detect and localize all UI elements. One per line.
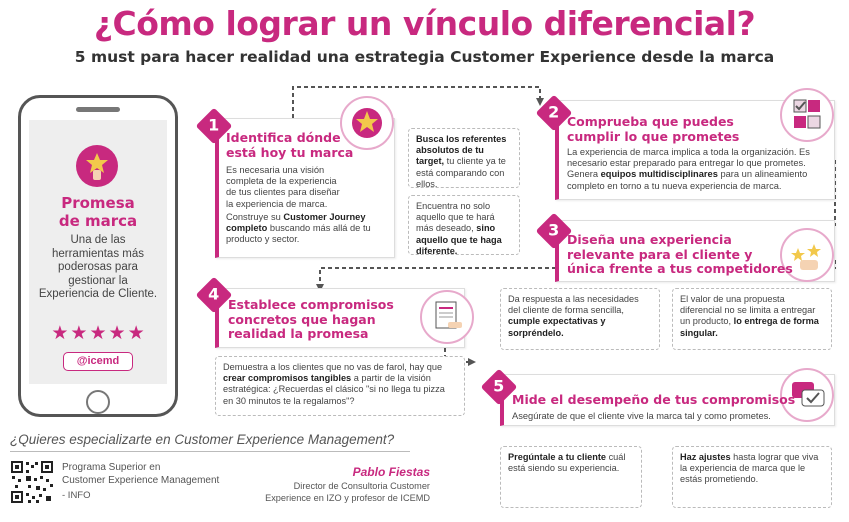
- step-4-number: 4: [208, 284, 220, 304]
- phone-illustration: [18, 95, 178, 417]
- step-1-title-line2: está hoy tu marca: [226, 144, 354, 160]
- step-2-number: 2: [548, 102, 560, 122]
- note-3a-text: Da respuesta a las necesidades del cliente de forma sencilla,: [508, 294, 639, 316]
- step-2-title-line2: cumplir lo que prometes: [567, 128, 740, 144]
- program-name[interactable]: [62, 462, 219, 487]
- note-1b-text: Encuentra no solo aquello que te hará más deseado,: [416, 201, 495, 234]
- star-icon: ★: [89, 323, 107, 344]
- page-title: ¿Cómo lograr un vínculo diferencial?: [93, 4, 756, 43]
- step-1-note-b: [408, 195, 520, 255]
- note-3b-text: El valor de una propuesta diferencial no se limita a entregar un producto,: [680, 294, 816, 327]
- step-3-note-a: [500, 288, 660, 350]
- note-1b-bold: sino aquello que te haga diferente.: [416, 223, 502, 256]
- author-role-line1: Director de Consultoria Customer: [293, 481, 430, 491]
- page-subtitle: 5 must para hacer realidad una estrategia Customer Experience desde la marca: [74, 48, 775, 66]
- note-4a-text-c: a partir de la visión estratégica: ¿Recuerdas el clásico "si no llega tu pizza en 30 minutos te la regalamos"?: [223, 373, 445, 406]
- promise-title: [29, 194, 167, 230]
- step-1-number: 1: [208, 115, 220, 135]
- step-5-number: 5: [493, 376, 505, 396]
- phone-screen: [29, 120, 167, 384]
- rating-stars: [29, 322, 167, 345]
- step-3-title-line1: Diseña una experiencia: [567, 232, 732, 247]
- step-1-title-line1: Identifica dónde: [226, 130, 341, 145]
- note-3b-bold: lo entrega de forma singular.: [680, 316, 819, 338]
- note-4a-bold: crear compromisos tangibles: [223, 373, 352, 384]
- promise-title-line2: de marca: [58, 212, 138, 230]
- step-2-title-line1: Comprueba que puedes: [567, 114, 734, 129]
- star-icon: ★: [70, 323, 88, 344]
- phone-speaker: [76, 107, 120, 112]
- note-5a-text: cuál está siendo su experiencia.: [508, 452, 626, 474]
- step-4-title-line1: Establece compromisos: [228, 297, 394, 312]
- step-3-title-line3: única frente a tus competidores: [567, 261, 793, 276]
- program-line1: Programa Superior en: [62, 462, 161, 473]
- author-role-line2: Experience en IZO y profesor de ICEMD: [265, 492, 430, 503]
- step-4-title-line2: concretos que hagan: [228, 311, 376, 327]
- step-3-title-line2: relevante para el cliente y: [567, 246, 753, 262]
- checklist-icon: [780, 88, 834, 142]
- step-1-text-b1: Construye su: [226, 212, 284, 222]
- note-1a-bold: Busca los referentes absolutos de tu target,: [416, 134, 507, 167]
- promise-title-line1: Promesa: [61, 194, 135, 212]
- step-5-text: Asegúrate de que el cliente vive la marca tal y como prometes.: [512, 411, 771, 421]
- step-1-text-b: [226, 212, 376, 246]
- step-2-text-a: La experiencia de marca implica a toda la organización. Es necesario estar preparado para entregar lo que prometes. Genera: [567, 147, 810, 180]
- step-4-title-line3: realidad la promesa: [228, 326, 369, 341]
- note-1a-text: tu cliente ya te está comparando con ellos.: [416, 156, 506, 189]
- author-role: [230, 481, 430, 504]
- info-link[interactable]: - INFO: [62, 490, 91, 501]
- step-1-note-a: [408, 128, 520, 188]
- hand-star-icon: [76, 145, 118, 187]
- step-5-note-b: [672, 446, 832, 508]
- promise-description: Una de las herramientas más poderosas para gestionar la Experiencia de Cliente.: [38, 234, 158, 300]
- step-2-text-b: equipos multidisciplinares: [600, 169, 718, 180]
- step-3-title: [567, 233, 793, 277]
- program-line2: Customer Experience Management: [62, 474, 220, 486]
- note-3a-bold: cumple expectativas y sorpréndelo.: [508, 316, 606, 338]
- document-pen-icon: [420, 290, 474, 344]
- step-4-note: [215, 356, 465, 416]
- step-1-text-b3: buscando más allá de tu producto y sector.: [226, 223, 371, 245]
- step-1-text-a: Es necesaria una visión completa de la experiencia de tus clientes para diseñar la experiencia de marca.: [226, 165, 340, 209]
- step-1-text-b2: Customer Journey completo: [226, 212, 366, 234]
- qr-code-icon[interactable]: [10, 460, 54, 504]
- star-icon: ★: [51, 323, 69, 344]
- step-3-number: 3: [548, 220, 560, 240]
- step-2-text-c: para un alineamiento completo en torno a tu nueva experiencia de marca.: [567, 169, 808, 191]
- step-5-title: Mide el desempeño de tus compromisos: [512, 392, 796, 407]
- footer-question: ¿Quieres especializarte en Customer Experience Management?: [10, 432, 395, 447]
- author-name: Pablo Fiestas: [352, 465, 430, 479]
- step-5-note-a: [500, 446, 642, 508]
- step-4-title: [228, 298, 394, 342]
- icemd-handle-badge[interactable]: @icemd: [63, 352, 133, 371]
- step-2-title: [567, 115, 739, 144]
- step-1-title: [226, 131, 353, 160]
- note-4a-text: Demuestra a los clientes que no vas de farol, hay que: [223, 362, 443, 372]
- note-5b-bold: Haz ajustes: [680, 452, 731, 462]
- note-5b-text: hasta lograr que viva la experiencia de marca que le estás prometiendo.: [680, 452, 819, 485]
- step-2-text: [567, 147, 817, 192]
- note-5a-bold: Pregúntale a tu cliente: [508, 452, 607, 462]
- footer-divider: [10, 451, 410, 452]
- star-icon: ★: [127, 323, 145, 344]
- step-3-note-b: [672, 288, 832, 350]
- star-icon: ★: [108, 323, 126, 344]
- phone-home-button: [86, 390, 110, 414]
